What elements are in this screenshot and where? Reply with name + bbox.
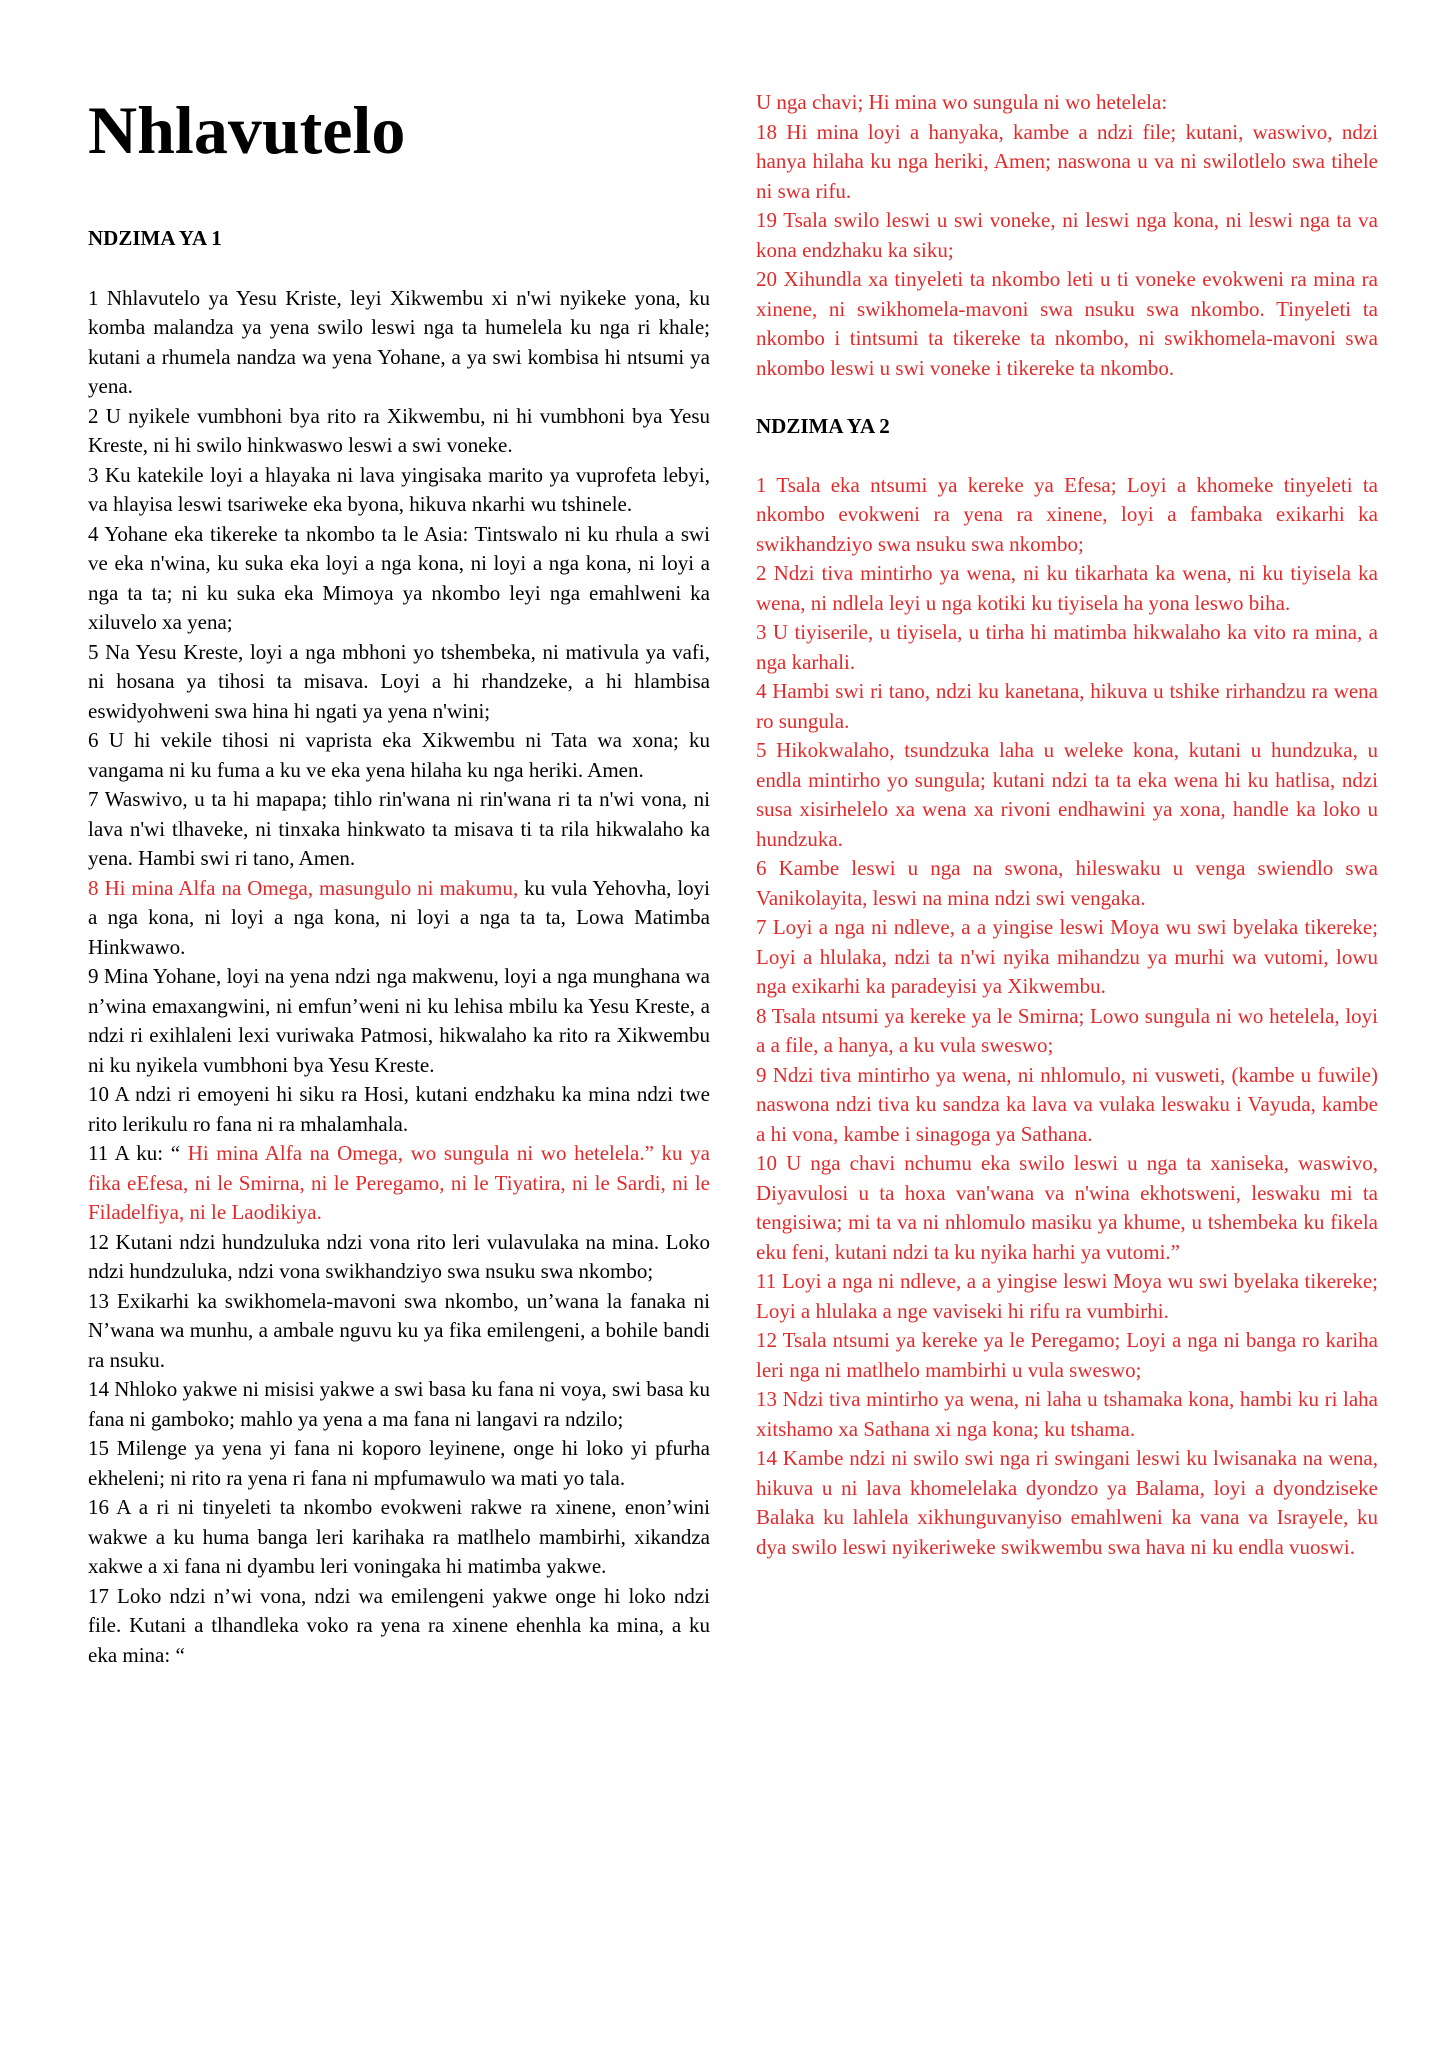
verse-1-17-continued: [756, 88, 1378, 118]
verse-1-4: 4 Yohane eka tikereke ta nkombo ta le Asia: Tintswalo ni ku rhula a swi ve eka n'wina, ku suka eka loyi a nga kona, ni loyi a nga kona, ni loyi a nga ta ta; ni ku suka eka Mimoya ya nkombo leyi nga emahlweni ka xiluvelo xa yena;: [88, 521, 710, 634]
verse-1-11: [88, 1139, 710, 1228]
verse-2-2: 2 Ndzi tiva mintirho ya wena, ni ku tikarhata ka wena, ni ku tiyisela ka wena, ni ndlela leyi u nga kotiki ku tiyisela ha yona leswo biha.: [756, 561, 1378, 615]
verse-1-11-black: 11 A ku: “: [88, 1141, 188, 1165]
verse-1-15: 15 Milenge ya yena yi fana ni koporo leyinene, onge hi loko yi pfurha ekheleni; ni rito ra yena ri fana ni mpfumawulo wa mati yo tala.: [88, 1436, 710, 1490]
chapter-1-heading: NDZIMA YA 1: [88, 226, 222, 250]
verse-2-9: 9 Ndzi tiva mintirho ya wena, ni nhlomulo, ni vusweti, (kambe u fuwile) naswona ndzi tiva ku sandza ka lava va vulaka leswaku i Vayuda, kambe a hi vona, kambe i sinagoga ya Sathana.: [756, 1062, 1378, 1146]
verse-1-2: 2 U nyikele vumbhoni bya rito ra Xikwembu, ni hi vumbhoni bya Yesu Kreste, ni hi swilo hinkwaswo leswi a swi voneke.: [88, 403, 710, 457]
verse-2-11: 11 Loyi a nga ni ndleve, a a yingise leswi Moya wu swi byelaka tikereke; Loyi a hlulaka a nge vaviseki hi rifu ra vumbirhi.: [756, 1269, 1378, 1323]
verse-1-16: 16 A a ri ni tinyeleti ta nkombo evokweni rakwe ra xinene, enon’wini wakwe a ku huma banga leri karihaka ra matlhelo mambirhi, xikandza xakwe a xi fana ni dyambu leri voningaka hi matimba yakwe.: [88, 1495, 710, 1578]
verse-1-8-red: 8 Hi mina Alfa na Omega, masungulo ni makumu,: [88, 875, 519, 900]
verse-2-4: 4 Hambi swi ri tano, ndzi ku kanetana, hikuva u tshike rirhandzu ra wena ro sungula.: [756, 679, 1378, 733]
verse-2-3: 3 U tiyiserile, u tiyisela, u tirha hi matimba hikwalaho ka vito ra mina, a nga karhali.: [756, 620, 1378, 674]
verse-2-14: 14 Kambe ndzi ni swilo swi nga ri swingani leswi ku lwisanaka na wena, hikuva u ni lava khomelelaka dyondzo ya Balama, loyi a dyondziseke Balaka ku lahlela xikhunguvanyiso emahlweni ka vana va Israyele, ku dya swilo leswi nyikeriweke swikwembu swa hava ni ku endla vuoswi.: [756, 1446, 1378, 1559]
verse-2-1: 1 Tsala eka ntsumi ya kereke ya Efesa; Loyi a khomeke tinyeleti ta nkombo evokweni ra yena ra xinene, loyi a fambaka exikarhi ka swikhandziyo swa nsuku swa nkombo;: [756, 472, 1378, 556]
verse-1-9: 9 Mina Yohane, loyi na yena ndzi nga makwenu, loyi a nga munghana wa n’wina emaxangwini, ni emfun’weni ni ku lehisa mbilu ka Yesu Kreste, a ndzi ri exihlaleni lexi vuriwaka Patmosi, hikwalaho ka rito ra Xikwembu ni ku nyikela vumbhoni bya Yesu Kreste.: [88, 964, 710, 1077]
verse-2-8: 8 Tsala ntsumi ya kereke ya le Smirna; Lowo sungula ni wo hetelela, loyi a a file, a hanya, a ku vula sweswo;: [756, 1003, 1378, 1057]
verse-1-19: 19 Tsala swilo leswi u swi voneke, ni leswi nga kona, ni leswi nga ta va kona endzhaku ka siku;: [756, 208, 1378, 262]
chapter-2-heading: NDZIMA YA 2: [756, 414, 890, 438]
verse-1-17-red: U nga chavi; Hi mina wo sungula ni wo hetelela:: [756, 90, 1168, 114]
verse-2-7: 7 Loyi a nga ni ndleve, a a yingise leswi Moya wu swi byelaka tikereke; Loyi a hlulaka, ndzi ta n'wi nyika mihandzu ya murhi wa vutomi, lowu nga exikarhi ka paradeyisi ya Xikwembu.: [756, 915, 1378, 998]
verse-1-10: 10 A ndzi ri emoyeni hi siku ra Hosi, kutani endzhaku ka mina ndzi twe rito lerikulu ro fana ni ra mhalamhala.: [88, 1082, 710, 1136]
verse-1-12: 12 Kutani ndzi hundzuluka ndzi vona rito leri vulavulaka na mina. Loko ndzi hundzuluka, ndzi vona swikhandziyo swa nsuku swa nkombo;: [88, 1229, 710, 1283]
verse-1-8-black: ku vula Yehovha, loyi a nga kona, ni loyi a nga kona, ni loyi a nga ta ta, Lowa Matimba Hinkwawo.: [88, 875, 711, 959]
verse-1-13: 13 Exikarhi ka swikhomela-mavoni swa nkombo, un’wana la fanaka ni N’wana wa munhu, a ambale nguvu ku ya fika emilengeni, a bohile bandi ra nsuku.: [88, 1288, 710, 1372]
left-column: [88, 0, 710, 1670]
verse-1-11-red: Hi mina Alfa na Omega, wo sungula ni wo hetelela.” ku ya fika eEfesa, ni le Smirna, ni le Peregamo, ni le Tiyatira, ni le Sardi, ni le Filadelfiya, ni le Laodikiya.: [88, 1141, 710, 1224]
right-column: [756, 0, 1378, 1562]
verse-2-12: 12 Tsala ntsumi ya kereke ya le Peregamo; Loyi a nga ni banga ro kariha leri nga ni matlhelo mambirhi u vula sweswo;: [756, 1328, 1378, 1382]
verse-2-13: 13 Ndzi tiva mintirho ya wena, ni laha u tshamaka kona, hambi ku ri laha xitshamo xa Sathana xi nga kona; ku tshama.: [756, 1387, 1378, 1441]
verse-1-8: [88, 874, 710, 963]
verse-1-1: 1 Nhlavutelo ya Yesu Kriste, leyi Xikwembu xi n'wi nyikeke yona, ku komba malandza ya yena swilo leswi nga ta humelela ku nga ri khale; kutani a rhumela nandza wa yena Yohane, a ya swi kombisa hi ntsumi ya yena.: [88, 285, 710, 398]
verse-1-20: 20 Xihundla xa tinyeleti ta nkombo leti u ti voneke evokweni ra mina ra xinene, ni swikhomela-mavoni swa nsuku swa nkombo. Tinyeleti ta nkombo i tintsumi ta tikereke ta nkombo, ni swikhomela-mavoni swa nkombo leswi u swi voneke i tikereke ta nkombo.: [756, 267, 1378, 380]
verse-2-5: 5 Hikokwalaho, tsundzuka laha u weleke kona, kutani u hundzuka, u endla mintirho yo sungula; kutani ndzi ta ta eka wena hi ku hatlisa, ndzi susa xisirhelelo xa wena xa rivoni endhawini ya xona, handle ka loko u hundzuka.: [756, 738, 1378, 851]
verse-1-18: 18 Hi mina loyi a hanyaka, kambe a ndzi file; kutani, waswivo, ndzi hanya hilaha ku nga heriki, Amen; naswona u va ni swilotlelo swa tihele ni swa rifu.: [756, 119, 1378, 203]
verse-1-17-black: 17 Loko ndzi n’wi vona, ndzi wa emilengeni yakwe onge hi loko ndzi file. Kutani a tlhandleka voko ra yena ra xinene ehenhla ka mina, a ku eka mina: “: [88, 1583, 710, 1667]
verse-1-3: 3 Ku katekile loyi a hlayaka ni lava yingisaka marito ya vuprofeta lebyi, va hlayisa leswi tsariweke eka byona, hikuva nkarhi wu tshinele.: [88, 462, 710, 516]
verse-1-6: 6 U hi vekile tihosi ni vaprista eka Xikwembu ni Tata wa xona; ku vangama ni ku fuma a ku ve eka yena hilaha ku nga heriki. Amen.: [88, 728, 710, 782]
verse-1-17: [88, 1582, 710, 1671]
page-title: Nhlavutelo: [88, 92, 406, 168]
verse-1-14: 14 Nhloko yakwe ni misisi yakwe a swi basa ku fana ni voya, swi basa ku fana ni gamboko; mahlo ya yena a ma fana ni langavi ra ndzilo;: [88, 1377, 710, 1431]
verse-1-7: 7 Waswivo, u ta hi mapapa; tihlo rin'wana ni rin'wana ri ta n'wi vona, ni lava n'wi tlhaveke, ni tinxaka hinkwato ta misava ti ta rila hikwalaho ka yena. Hambi swi ri tano, Amen.: [88, 787, 710, 870]
verse-1-5: 5 Na Yesu Kreste, loyi a nga mbhoni yo tshembeka, ni mativula ya vafi, ni hosana ya tihosi ta misava. Loyi a hi rhandzeke, a hi hlambisa eswidyohweni swa hina hi ngati ya yena n'wini;: [88, 639, 710, 723]
verse-2-6: 6 Kambe leswi u nga na swona, hileswaku u venga swiendlo swa Vanikolayita, leswi na mina ndzi swi vengaka.: [756, 856, 1378, 910]
verse-2-10: 10 U nga chavi nchumu eka swilo leswi u nga ta xaniseka, waswivo, Diyavulosi u ta hoxa van'wana va n'wina ekhotsweni, leswaku mi ta tengisiwa; mi ta va ni nhlomulo masiku ya khume, u tshembeka ku fikela eku feni, kutani ndzi ta ku nyika harhi ya vutomi.”: [756, 1151, 1378, 1264]
